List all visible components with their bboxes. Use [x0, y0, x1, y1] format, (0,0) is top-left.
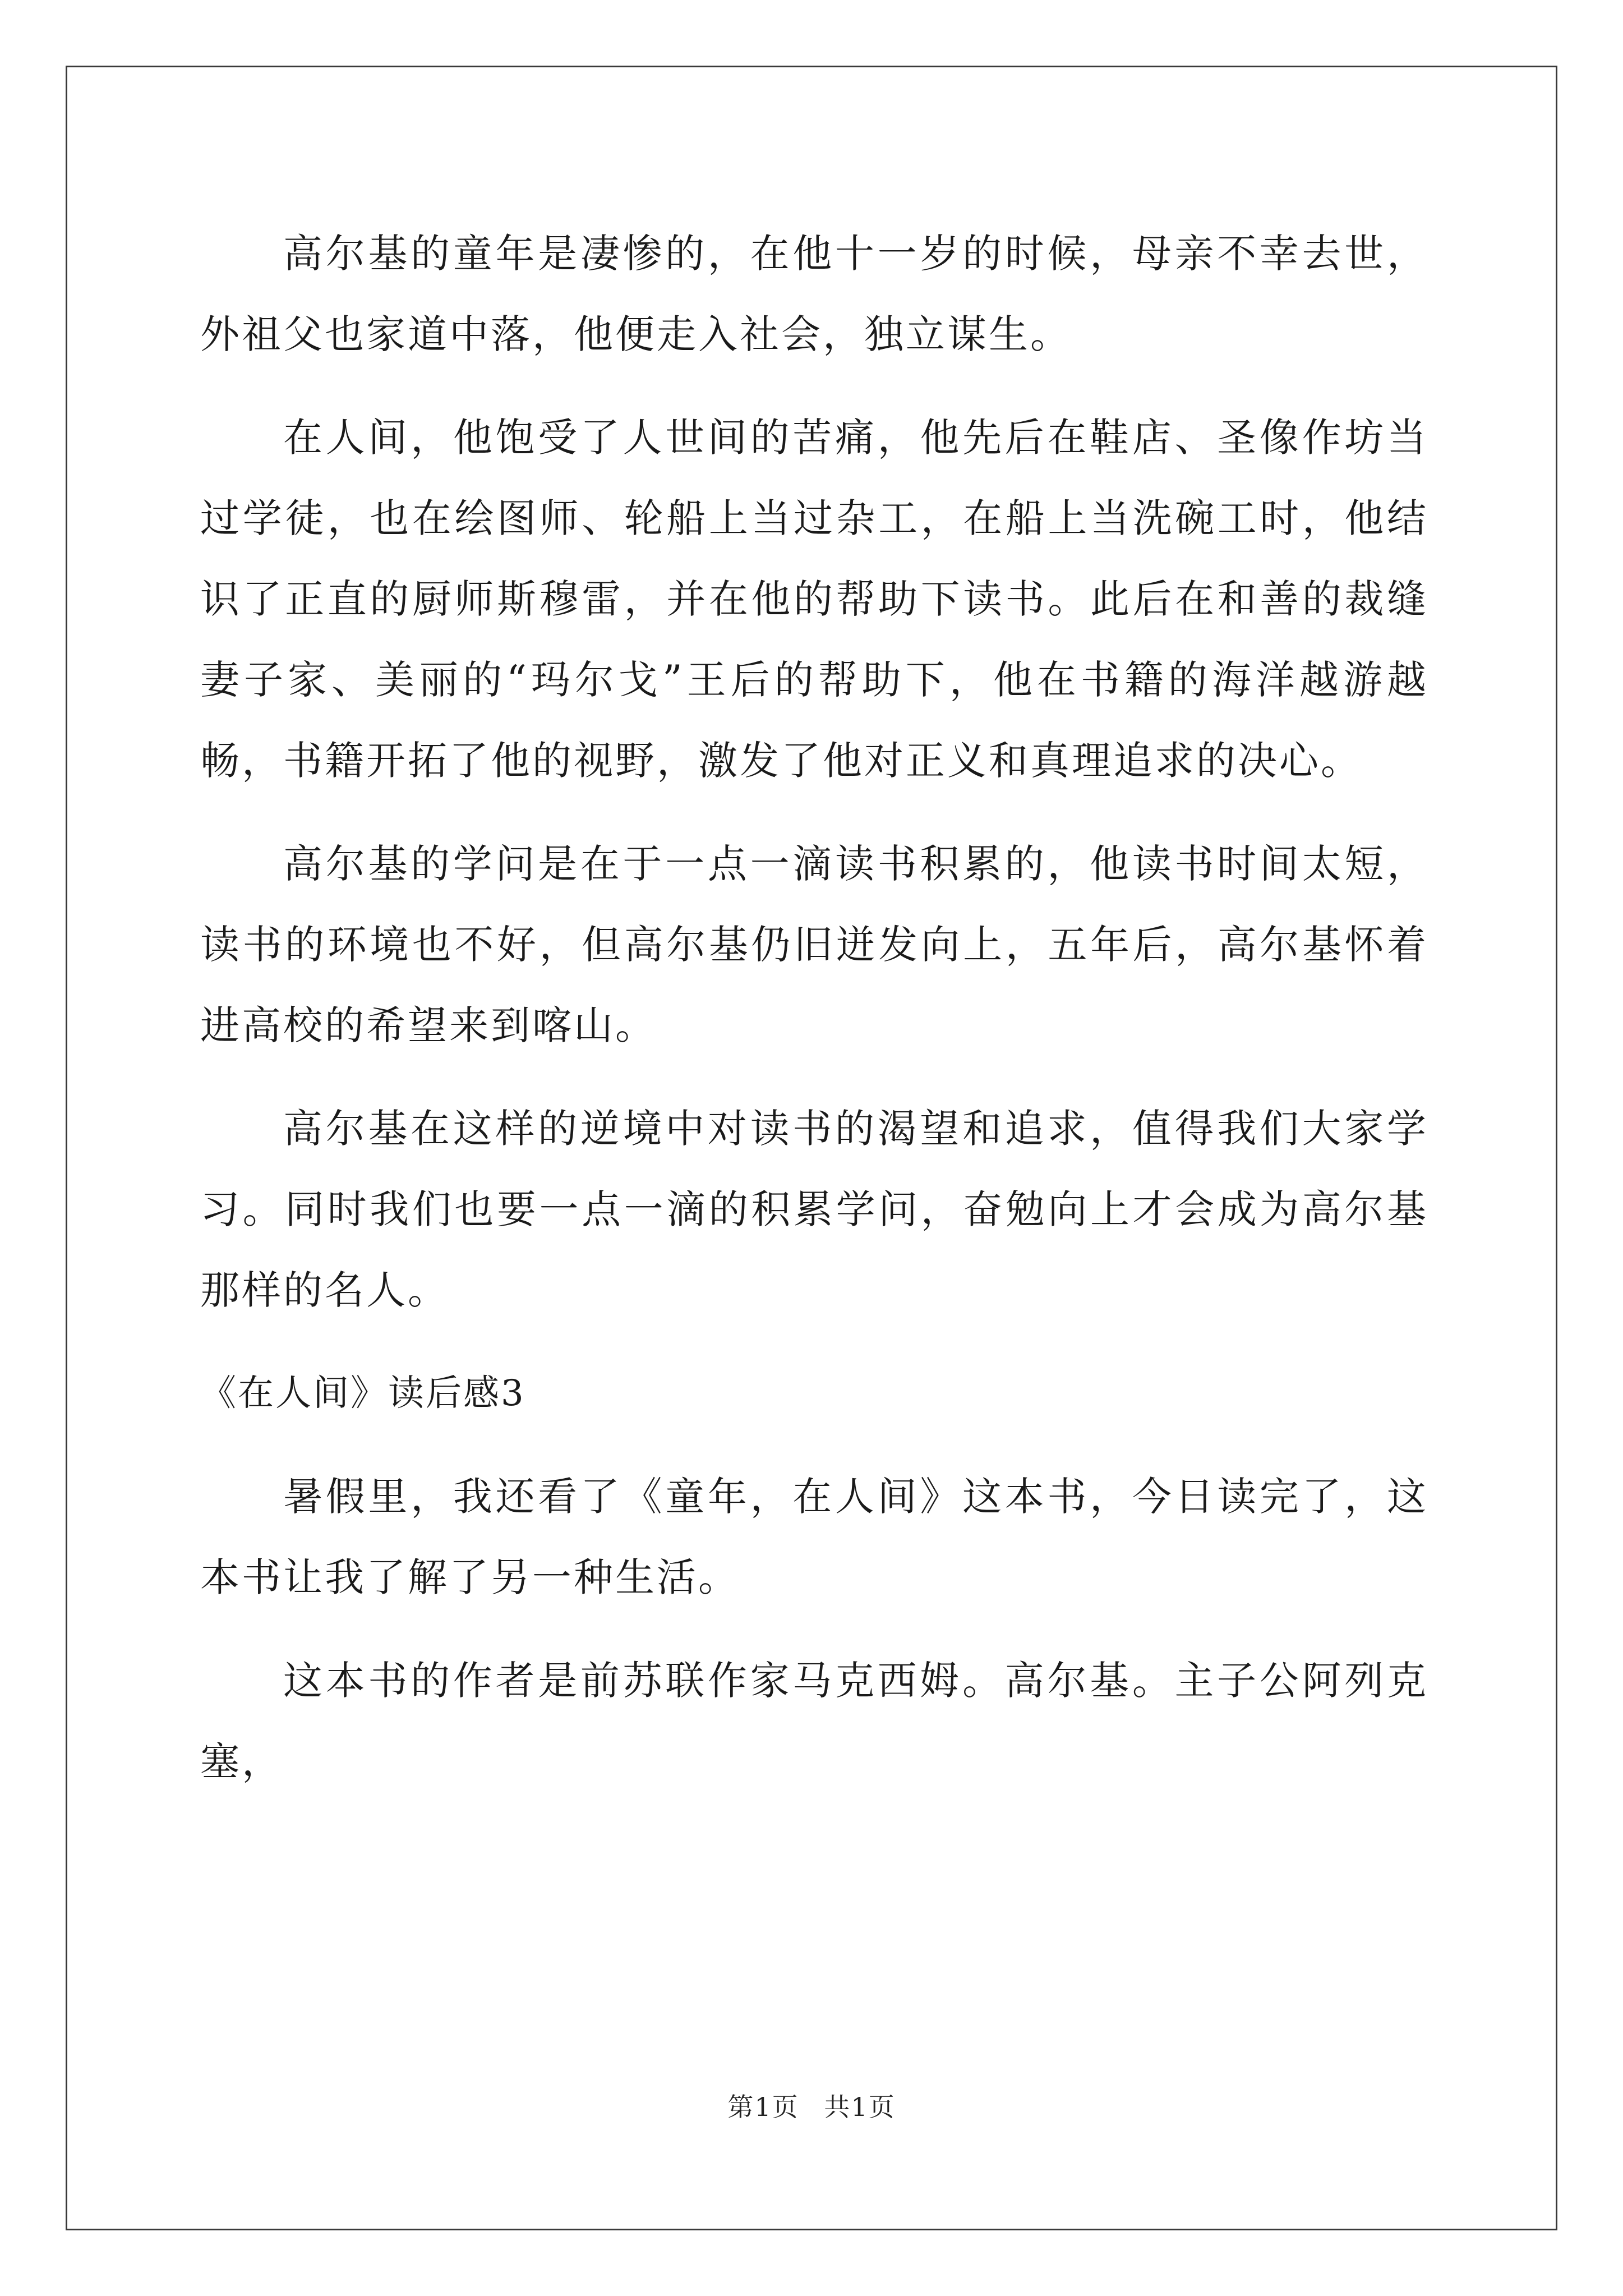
paragraph: 高尔基的学问是在于一点一滴读书积累的，他读书时间太短，读书的环境也不好，但高尔基仍旧迸发向上，五年后，高尔基怀着进高校的希望来到喀山。: [200, 841, 1428, 1048]
page-number: 第1页: [727, 2092, 799, 2122]
paragraph: 高尔基在这样的逆境中对读书的渴望和追求，值得我们大家学习。同时我们也要一点一滴的积累学问，奋勉向上才会成为高尔基那样的名人。: [200, 1106, 1428, 1313]
document-body: [200, 213, 1428, 1824]
paragraph: 这本书的作者是前苏联作家马克西姆。高尔基。主子公阿列克塞，: [200, 1658, 1428, 1784]
section-heading: 《在人间》读后感3: [200, 1373, 525, 1414]
paragraph: 在人间，他饱受了人世间的苦痛，他先后在鞋店、圣像作坊当过学徒，也在绘图师、轮船上当过杂工，在船上当洗碗工时，他结识了正直的厨师斯穆雷，并在他的帮助下读书。此后在和善的裁缝妻子家、美丽的“玛尔戈”王后的帮助下，他在书籍的海洋越游越畅，书籍开拓了他的视野，激发了他对正义和真理追求的决心。: [200, 415, 1428, 784]
paragraph: 高尔基的童年是凄惨的，在他十一岁的时候，母亲不幸去世，外祖父也家道中落，他便走入社会，独立谋生。: [200, 231, 1428, 357]
page-total: 共1页: [824, 2092, 896, 2122]
paragraph: 暑假里，我还看了《童年，在人间》这本书，今日读完了，这本书让我了解了另一种生活。: [200, 1474, 1428, 1600]
page-footer: [0, 2087, 1623, 2124]
